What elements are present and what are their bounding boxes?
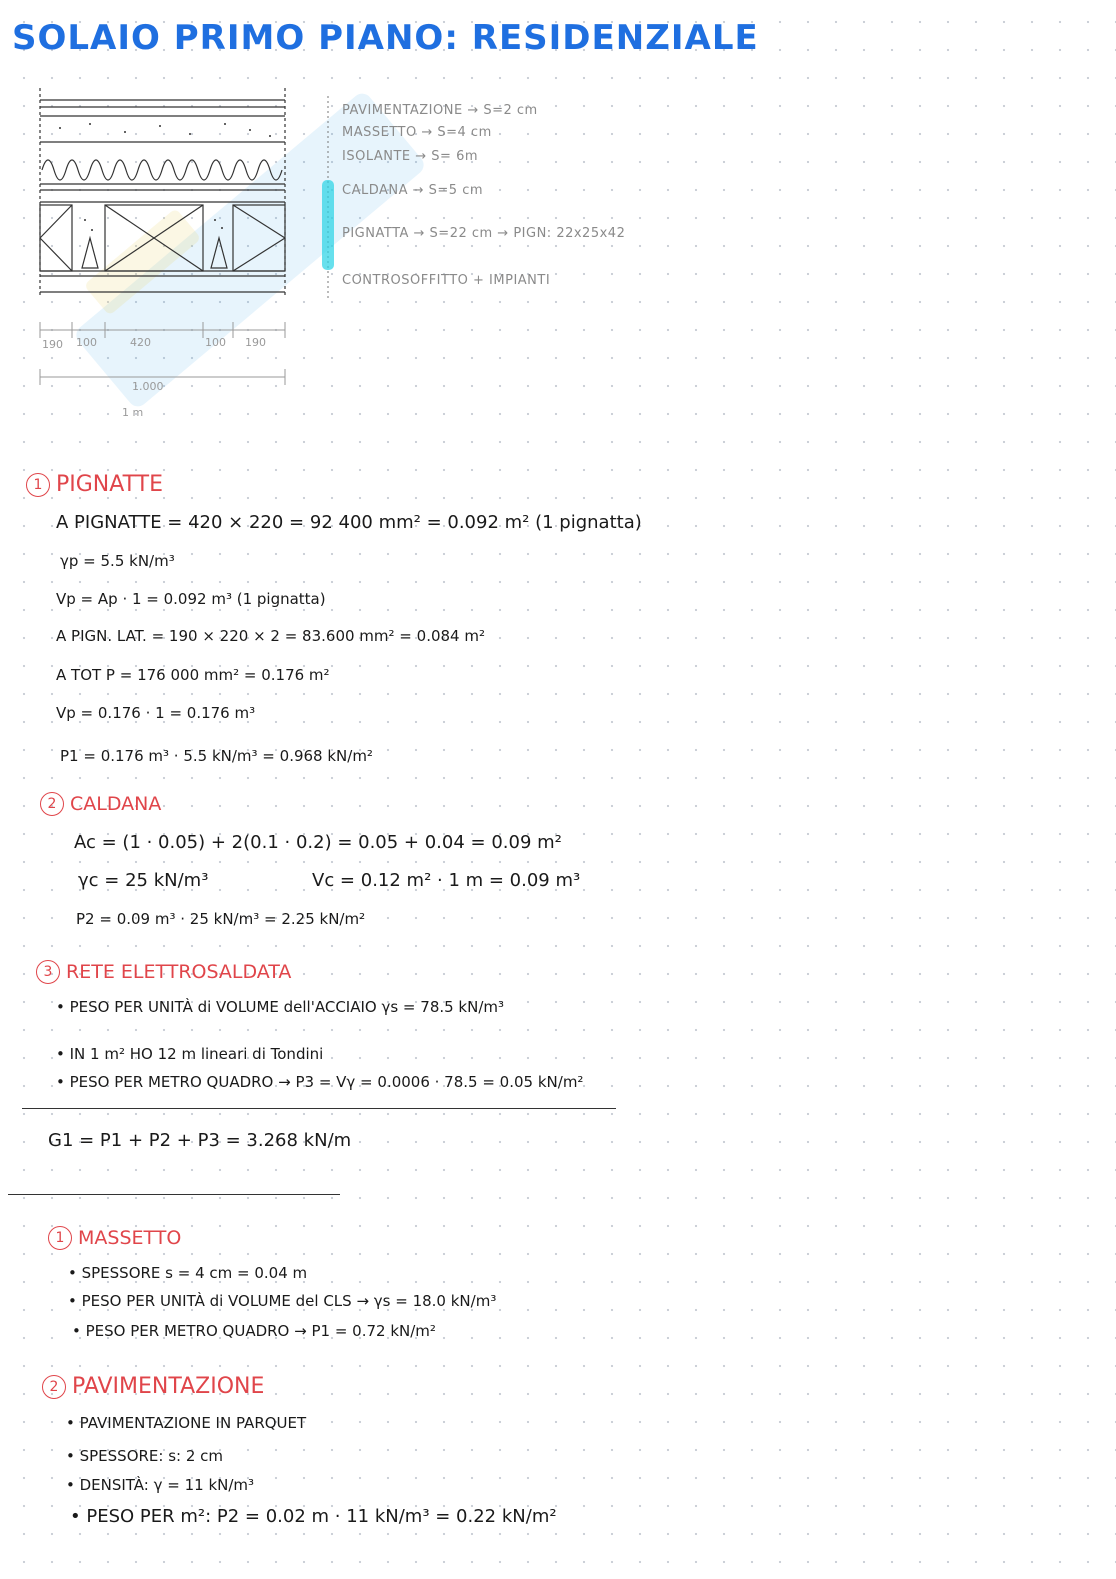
pignatte-volume: Vp = Ap · 1 = 0.092 m³ (1 pignatta) — [56, 590, 326, 608]
floor-section-diagram — [30, 80, 300, 420]
section-number: 1 — [26, 473, 50, 497]
section-number: 1 — [48, 1226, 72, 1250]
massetto-spessore: • SPESSORE s = 4 cm = 0.04 m — [68, 1264, 308, 1282]
dim-190-left: 190 — [42, 338, 63, 351]
section-number: 2 — [40, 792, 64, 816]
section-number: 2 — [42, 1375, 66, 1399]
section-title-text: MASSETTO — [78, 1227, 182, 1249]
section-pignatte-title — [26, 472, 163, 497]
pignatte-volume-tot: Vp = 0.176 · 1 = 0.176 m³ — [56, 704, 256, 722]
dim-100-right: 100 — [205, 336, 226, 349]
section-rete-title — [36, 960, 291, 984]
pignatte-area-lat: A PIGN. LAT. = 190 × 220 × 2 = 83.600 mm² = 0.084 m² — [56, 627, 485, 645]
section-number: 3 — [36, 960, 60, 984]
divider — [22, 1108, 616, 1109]
caldana-gamma: γc = 25 kN/m³ — [78, 870, 209, 891]
pignatte-gamma: γp = 5.5 kN/m³ — [60, 552, 175, 570]
section-title-text: PAVIMENTAZIONE — [72, 1374, 265, 1399]
divider — [8, 1194, 340, 1195]
pav-densita: • DENSITÀ: γ = 11 kN/m³ — [66, 1476, 255, 1494]
layer-pavimentazione: PAVIMENTAZIONE → S=2 cm — [342, 103, 538, 118]
section-pavimentazione-title — [42, 1374, 264, 1399]
dim-total: 1.000 — [132, 380, 164, 393]
section-massetto-title — [48, 1226, 181, 1250]
pav-peso-mq: • PESO PER m²: P2 = 0.02 m · 11 kN/m³ = 0.22 kN/m² — [70, 1506, 557, 1527]
layer-pignatta: PIGNATTA → S=22 cm → PIGN: 22x25x42 — [342, 226, 626, 241]
section-title-text: RETE ELETTROSALDATA — [66, 961, 292, 983]
caldana-area: Ac = (1 · 0.05) + 2(0.1 · 0.2) = 0.05 + 0.04 = 0.09 m² — [74, 832, 562, 853]
dim-420: 420 — [130, 336, 151, 349]
pignatte-p1: P1 = 0.176 m³ · 5.5 kN/m³ = 0.968 kN/m² — [60, 747, 373, 765]
section-title-text: CALDANA — [70, 793, 162, 815]
layer-controsoffitto: CONTROSOFFITTO + IMPIANTI — [342, 273, 551, 288]
rete-peso-mq: • PESO PER METRO QUADRO → P3 = Vγ = 0.0006 · 78.5 = 0.05 kN/m² — [56, 1073, 584, 1091]
g1-total: G1 = P1 + P2 + P3 = 3.268 kN/m — [48, 1130, 352, 1151]
layer-caldana: CALDANA → S=5 cm — [342, 183, 484, 198]
massetto-peso-mq: • PESO PER METRO QUADRO → P1 = 0.72 kN/m² — [72, 1322, 436, 1340]
page-title: SOLAIO PRIMO PIANO: RESIDENZIALE — [12, 18, 759, 58]
pignatte-area-tot: A TOT P = 176 000 mm² = 0.176 m² — [56, 666, 330, 684]
rete-peso-unita: • PESO PER UNITÀ di VOLUME dell'ACCIAIO γs = 78.5 kN/m³ — [56, 998, 505, 1016]
dim-100-left: 100 — [76, 336, 97, 349]
layer-isolante: ISOLANTE → S= 6m — [342, 149, 479, 164]
rete-tondini: • IN 1 m² HO 12 m lineari di Tondini — [56, 1045, 324, 1063]
dim-total-m: 1 m — [122, 406, 144, 419]
massetto-peso-unita: • PESO PER UNITÀ di VOLUME del CLS → γs = 18.0 kN/m³ — [68, 1292, 497, 1310]
caldana-p2: P2 = 0.09 m³ · 25 kN/m³ = 2.25 kN/m² — [76, 910, 366, 928]
layer-massetto: MASSETTO → S=4 cm — [342, 125, 492, 140]
section-caldana-title — [40, 792, 161, 816]
pav-spessore: • SPESSORE: s: 2 cm — [66, 1447, 224, 1465]
section-title-text: PIGNATTE — [56, 472, 163, 497]
dim-190-right: 190 — [245, 336, 266, 349]
pav-parquet: • PAVIMENTAZIONE IN PARQUET — [66, 1414, 307, 1432]
caldana-volume: Vc = 0.12 m² · 1 m = 0.09 m³ — [312, 870, 581, 891]
pignatte-area: A PIGNATTE = 420 × 220 = 92 400 mm² = 0.092 m² (1 pignatta) — [56, 512, 642, 533]
